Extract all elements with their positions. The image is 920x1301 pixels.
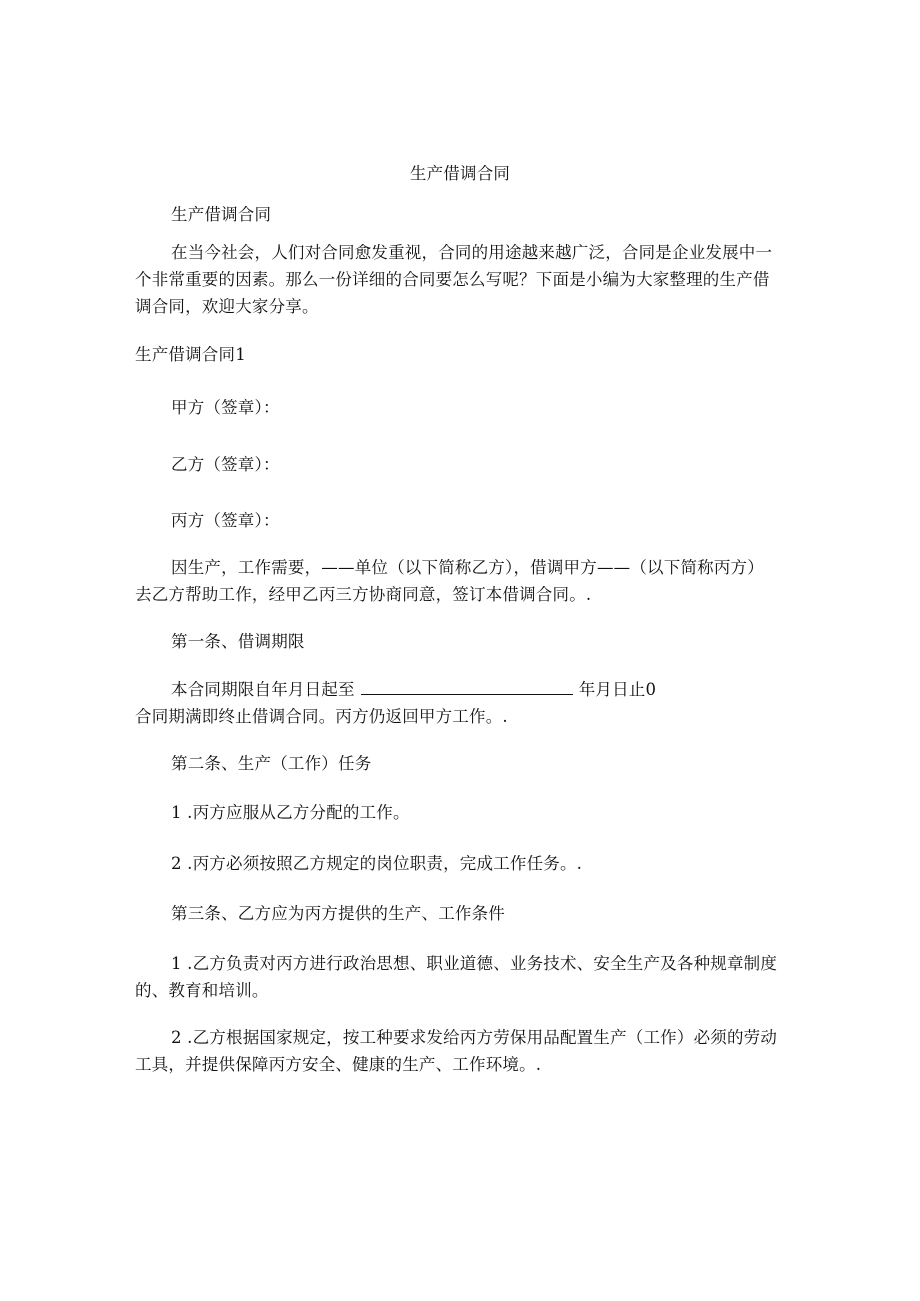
article-3-item-1-line-1: 1 .乙方负责对丙方进行政治思想、职业道德、业务技术、安全生产及各种规章制度: [171, 954, 778, 973]
article-3-heading: 第三条、乙方应为丙方提供的生产、工作条件: [171, 904, 505, 923]
party-b-signature: 乙方（签章）：: [171, 455, 280, 474]
party-c-signature: 丙方（签章）：: [171, 511, 280, 530]
article-3-item-1-line-2: 的、教育和培训。: [135, 981, 269, 1000]
intro-line-2: 个非常重要的因素。那么一份详细的合同要怎么写呢？下面是小编为大家整理的生产借: [135, 270, 770, 289]
article-2-item-1: 1 .丙方应服从乙方分配的工作。: [171, 803, 410, 822]
date-blank-field: [361, 678, 573, 695]
section-heading: 生产借调合同1: [135, 345, 246, 364]
article-1-heading: 第一条、借调期限: [171, 632, 305, 651]
document-subtitle: 生产借调合同: [171, 205, 272, 224]
party-a-signature: 甲方（签章）：: [171, 398, 280, 417]
article-2-heading: 第二条、生产（工作）任务: [171, 754, 372, 773]
preamble-line-1: 因生产，工作需要，——单位（以下简称乙方），借调甲方——（以下简称丙方）: [171, 558, 764, 577]
preamble-line-2: 去乙方帮助工作，经甲乙丙三方协商同意，签订本借调合同。.: [135, 585, 592, 604]
article-1-term-line: [171, 676, 795, 703]
term-start-text: 本合同期限自年月日起至: [171, 680, 355, 699]
document-title: 生产借调合同: [409, 164, 511, 183]
article-3-item-2-line-1: 2 .乙方根据国家规定，按工种要求发给丙方劳保用品配置生产（工作）必须的劳动: [171, 1028, 778, 1047]
article-2-item-2: 2 .丙方必须按照乙方规定的岗位职责，完成工作任务。.: [171, 854, 583, 873]
intro-line-1: 在当今社会，人们对合同愈发重视，合同的用途越来越广泛，合同是企业发展中一: [171, 243, 773, 262]
intro-line-3: 调合同，欢迎大家分享。: [135, 297, 319, 316]
term-end-text: 年月日止0: [578, 680, 657, 699]
article-3-item-2-line-2: 工具，并提供保障丙方安全、健康的生产、工作环境。.: [135, 1055, 542, 1074]
article-1-line-2: 合同期满即终止借调合同。丙方仍返回甲方工作。.: [135, 707, 508, 726]
